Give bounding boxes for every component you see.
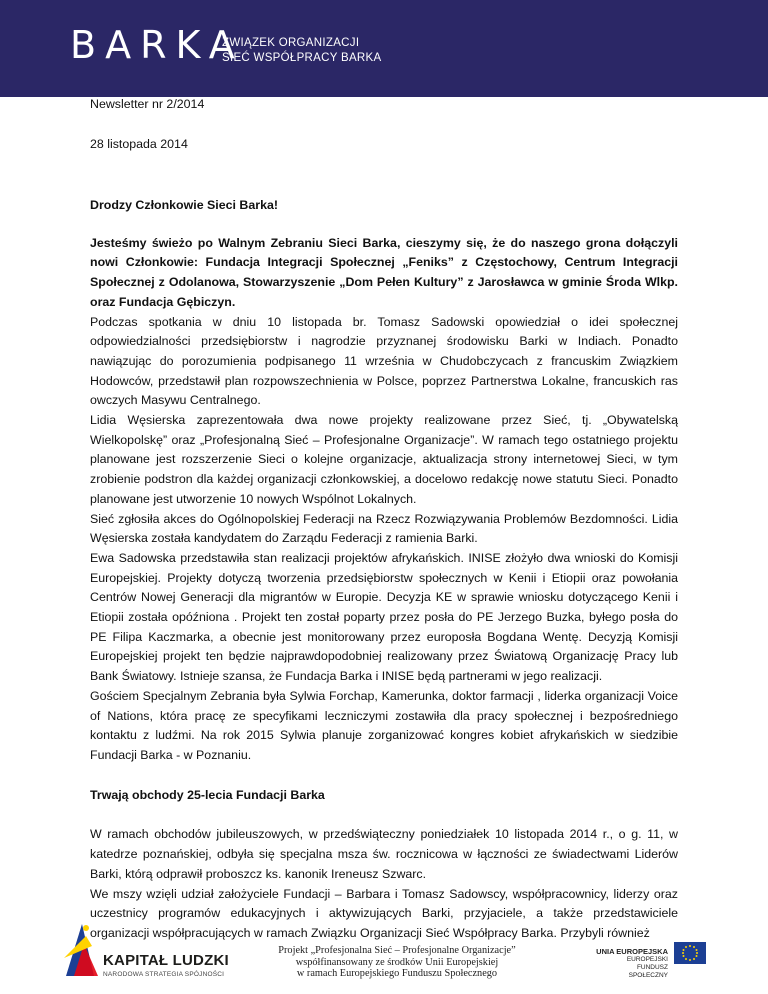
kapital-ludzki-logo	[62, 918, 102, 981]
organization-name	[222, 36, 381, 66]
barka-logo: BARKA	[70, 23, 244, 67]
eu-flag-icon	[674, 942, 706, 964]
footer	[0, 900, 768, 994]
paragraph-africa: Ewa Sadowska przedstawiła stan realizacji projektów afrykańskich. INISE złożyło dwa wnioski do Komisji Europejskiej. Projekty dotyczą tworzenia przedsiębiorstw społecznych w Kenii i Etiopii oraz powołania Centrów Nowej Generacji dla migrantów w Europie. Decyzja KE w sprawie wniosku dotyczącego Kenii i Etiopii została opóźniona . Projekt ten został poparty przez posła do PE Jerzego Buzka, byłego posła do PE Filipa Kaczmarka, a obecnie jest monitorowany przez europosła Bogdana Wentę. Decyzją Komisji Europejskiej projekt ten będzie najprawdopodobniej realizowany przez Światową Organizację Pracy lub Bank Światowy. Istnieje szansa, że Fundacja Barka i INISE będą partnerami w jego realizacji.	[90, 550, 678, 684]
organization-name-line1: ZWIĄZEK ORGANIZACJI	[222, 37, 360, 49]
greeting: Drodzy Członkowie Sieci Barka!	[90, 198, 278, 212]
project-info	[252, 945, 542, 980]
organization-name-line2: SIEĆ WSPÓŁPRACY BARKA	[222, 52, 382, 64]
paragraph-projects: Lidia Węsierska zaprezentowała dwa nowe projekty realizowane przez Sieć, tj. „Obywatelską Wielkopolskę” oraz „Profesjonalną Sieć – Profesjonalne Organizacje”. W ramach tego ostatniego projektu planowane jest rozszerzenie Sieci o kolejne organizacje, aktualizacja strony internetowej Sieci, w tym zrobienie podstron dla każdej organizacji członkowskiej, a docelowo redakcję nowe statutu Sieci. Ponadto planowane jest utworzenie 10 nowych Wspólnot Lokalnych.	[90, 413, 678, 506]
eu-title: UNIA EUROPEJSKA	[596, 947, 668, 956]
kapital-ludzki-subtitle: NARODOWA STRATEGIA SPÓJNOŚCI	[103, 971, 225, 978]
letter-body	[90, 196, 678, 944]
newsletter-number: Newsletter nr 2/2014	[90, 97, 205, 111]
newsletter-date: 28 listopada 2014	[90, 137, 188, 151]
eu-line2: EUROPEJSKI	[626, 956, 668, 963]
paragraph-federation: Sieć zgłosiła akces do Ogólnopolskiej Federacji na Rzecz Rozwiązywania Problemów Bezdomności. Lidia Węsierska została kandydatem do Zarządu Federacji z ramienia Barki.	[90, 511, 678, 546]
lead-paragraph: Jesteśmy świeżo po Walnym Zebraniu Sieci Barka, cieszymy się, że do naszego grona dołączyli nowi Członkowie: Fundacja Integracji Społecznej „Feniks” z Częstochowy, Centrum Integracji Społecznej z Odolanowa, Stowarzyszenie „Dom Pełen Kultury” z Jarosławca w gminie Środa Wlkp. oraz Fundacja Gębiczyn.	[90, 235, 678, 309]
section-title-anniversary: Trwają obchody 25-lecia Fundacji Barka	[90, 787, 325, 802]
paragraph-guest: Gościem Specjalnym Zebrania była Sylwia Forchap, Kamerunka, doktor farmacji , liderka organizacji Voice of Nations, która pracę ze specyfikami leczniczymi zostawiła dla pracy społecznej i bezpośredniego kontaktu z ludźmi. Na rok 2015 Sylwia planuje zorganizować kongres kobiet afrykańskich w siedzibie Fundacji Barka - w Poznaniu.	[90, 688, 678, 762]
paragraph-mass: W ramach obchodów jubileuszowych, w przedświąteczny poniedziałek 10 listopada 2014 r., o g. 11, w katedrze poznańskiej, odbyła się specjalna msza św. rocznicowa w łączności ze świadectwami Liderów Barki, którą odprawił proboszcz ks. kanonik Ireneusz Szwarc.	[90, 827, 678, 881]
kapital-ludzki-emblem-icon	[62, 918, 102, 976]
project-line2: współfinansowany ze środków Unii Europejskiej	[295, 956, 499, 968]
paragraph-meeting: Podczas spotkania w dniu 10 listopada br. Tomasz Sadowski opowiedział o idei społecznej odpowiedzialności przedsiębiorstw i nagrodzie przyznanej środowisku Barki w Indiach. Ponadto nawiązując do porozumienia podpisanego 11 września w Chudobczycach z francuskim Związkiem Hodowców, przedstawił plan rozpowszechnienia w Polsce, poprzez Partnerstwa Lokalne, francuskich ras owczych Masywu Centralnego.	[90, 314, 678, 408]
eu-line3: FUNDUSZ SPOŁECZNY	[628, 964, 668, 979]
paragraph-attendees: We mszy wzięli udział założyciele Fundacji – Barbara i Tomasz Sadowscy, współpracownicy, liderzy oraz uczestnicy programów edukacyjnych i aktywizujących Barki, przyjaciele, a także przedstawiciele organizacji współpracujących w ramach Związku Organizacji Sieć Współpracy Barka. Przybyli również	[90, 886, 678, 940]
kapital-ludzki-title: KAPITAŁ LUDZKI	[103, 952, 229, 969]
eu-text	[596, 948, 668, 980]
project-line3: w ramach Europejskiego Funduszu Społecznego	[296, 968, 498, 979]
project-line1: Projekt „Profesjonalna Sieć – Profesjonalne Organizacje”	[278, 945, 516, 956]
header-banner	[0, 0, 768, 97]
